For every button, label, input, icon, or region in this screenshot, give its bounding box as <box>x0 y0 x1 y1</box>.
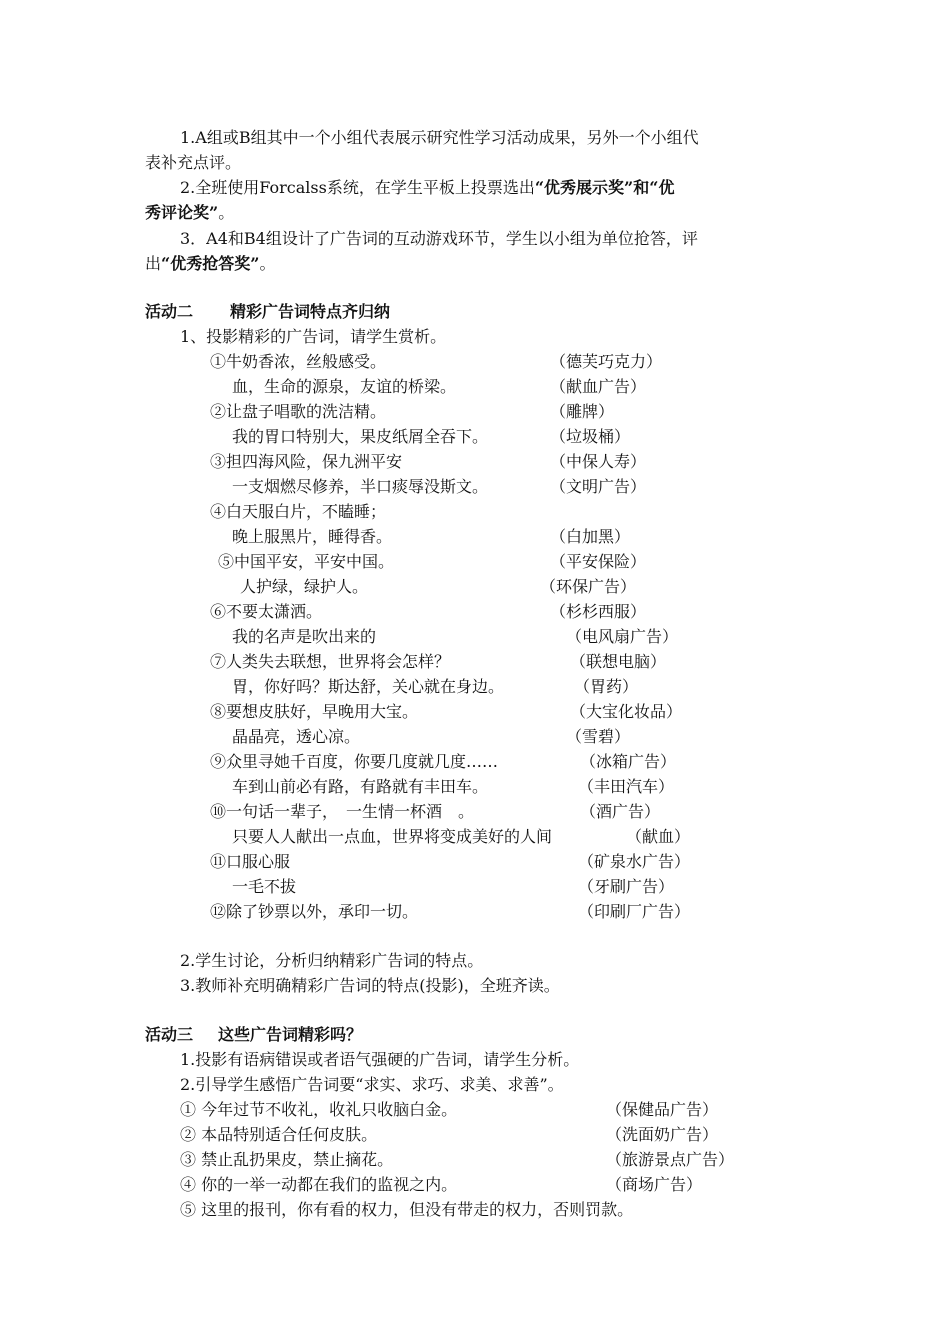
slogan-text: ⑪口服心服 <box>210 852 291 871</box>
intro-p1-line1: 1.A组或B组其中一个小组代表展示研究性学习活动成果，另外一个小组代 <box>180 128 699 147</box>
slogan-source: （冰箱广告） <box>580 752 677 771</box>
activity3-heading-title: 这些广告词精彩吗？ <box>218 1025 363 1044</box>
intro-p2-text: 2.全班使用Forcalss系统，在学生平板上投票选出 <box>180 178 535 197</box>
slogan-text: 车到山前必有路，有路就有丰田车。 <box>232 777 489 796</box>
slogan-text: ⑫除了钞票以外，承印一切。 <box>210 902 419 921</box>
slogan-source: （文明广告） <box>550 477 647 496</box>
slogan-text: ④白天服白片，不瞌睡； <box>210 502 387 521</box>
slogan-source: （杉杉西服） <box>550 602 647 621</box>
slogan-source: （联想电脑） <box>570 652 667 671</box>
activity3-item-source: （洗面奶广告） <box>606 1125 719 1144</box>
activity2-heading-title: 精彩广告词特点齐归纳 <box>230 302 391 321</box>
slogan-text: 我的名声是吹出来的 <box>232 627 377 646</box>
intro-p2-line2 <box>145 201 234 225</box>
activity3-step2: 2.引导学生感悟广告词要“求实、求巧、求美、求善”。 <box>180 1075 564 1094</box>
intro-p2-award: “优秀展示奖”和“优 <box>534 178 675 197</box>
slogan-source: （白加黑） <box>550 527 631 546</box>
slogan-source: （中保人寿） <box>550 452 647 471</box>
intro-p3-award: “优秀抢答奖” <box>161 254 260 273</box>
slogan-text: ③担四海风险，保九洲平安 <box>210 452 403 471</box>
slogan-text: ⑨众里寻她千百度，你要几度就几度…… <box>210 752 499 771</box>
slogan-text: ⑦人类失去联想，世界将会怎样？ <box>210 652 451 671</box>
slogan-source: （献血广告） <box>550 377 647 396</box>
slogan-source: （平安保险） <box>550 552 647 571</box>
slogan-text: ①牛奶香浓，丝般感受。 <box>210 352 387 371</box>
slogan-text: 晚上服黑片，睡得香。 <box>232 527 393 546</box>
activity3-item-source: （旅游景点广告） <box>606 1150 735 1169</box>
activity2-step3: 3.教师补充明确精彩广告词的特点(投影)，全班齐读。 <box>180 976 560 995</box>
slogan-text: ⑩一句话一辈子， 一生情一杯酒 。 <box>210 802 475 821</box>
slogan-source: （矿泉水广告） <box>578 852 691 871</box>
activity2-step2: 2.学生讨论，分析归纳精彩广告词的特点。 <box>180 951 484 970</box>
slogan-source: （德芙巧克力） <box>550 352 663 371</box>
intro-p2-end: 。 <box>218 203 235 222</box>
slogan-text: 晶晶亮，透心凉。 <box>232 727 361 746</box>
slogan-source: （酒广告） <box>580 802 661 821</box>
activity3-item-source: （商场广告） <box>606 1175 703 1194</box>
slogan-source: （垃圾桶） <box>550 427 631 446</box>
slogan-source: （献血） <box>626 827 691 846</box>
activity2-heading-label: 活动二 <box>145 302 194 321</box>
intro-p1-line2: 表补充点评。 <box>145 153 242 172</box>
slogan-text: 我的胃口特别大，果皮纸屑全吞下。 <box>232 427 489 446</box>
activity3-item-text: ② 本品特别适合任何皮肤。 <box>180 1125 378 1144</box>
slogan-source: （胃药） <box>574 677 639 696</box>
slogan-text: 一支烟燃尽修养，半口痰辱没斯文。 <box>232 477 489 496</box>
activity3-item-text: ③ 禁止乱扔果皮，禁止摘花。 <box>180 1150 394 1169</box>
activity3-heading-label: 活动三 <box>145 1025 194 1044</box>
slogan-source: （大宝化妆品） <box>570 702 683 721</box>
activity2-step1: 1、投影精彩的广告词，请学生赏析。 <box>180 327 447 346</box>
slogan-text: ⑧要想皮肤好，早晚用大宝。 <box>210 702 419 721</box>
intro-p2-award-cont: 秀评论奖” <box>145 203 219 222</box>
slogan-source: （环保广告） <box>540 577 637 596</box>
activity3-step1: 1.投影有语病错误或者语气强硬的广告词，请学生分析。 <box>180 1050 580 1069</box>
slogan-text: 只要人人献出一点血，世界将变成美好的人间 <box>232 827 553 846</box>
slogan-source: （牙刷广告） <box>578 877 675 896</box>
slogan-source: （电风扇广告） <box>566 627 679 646</box>
intro-p3-end: 。 <box>259 254 276 273</box>
slogan-source: （雪碧） <box>566 727 631 746</box>
slogan-text: ⑥不要太潇洒。 <box>210 602 323 621</box>
slogan-text: 人护绿，绿护人。 <box>240 577 369 596</box>
intro-p3-line1: 3．A4和B4组设计了广告词的互动游戏环节，学生以小组为单位抢答，评 <box>180 229 698 248</box>
activity3-item-text: ① 今年过节不收礼，收礼只收脑白金。 <box>180 1100 458 1119</box>
slogan-text: 胃，你好吗？斯达舒，关心就在身边。 <box>232 677 505 696</box>
slogan-source: （丰田汽车） <box>578 777 675 796</box>
intro-p3-line2 <box>145 252 275 276</box>
intro-p2-line1 <box>180 176 674 200</box>
slogan-text: ⑤中国平安，平安中国。 <box>218 552 395 571</box>
activity3-item-text: ⑤ 这里的报刊，你有看的权力，但没有带走的权力，否则罚款。 <box>180 1200 634 1219</box>
activity3-item-text: ④ 你的一举一动都在我们的监视之内。 <box>180 1175 458 1194</box>
slogan-text: 血，生命的源泉，友谊的桥梁。 <box>232 377 457 396</box>
activity3-item-source: （保健品广告） <box>606 1100 719 1119</box>
slogan-text: 一毛不拔 <box>232 877 297 896</box>
slogan-source: （雕牌） <box>550 402 615 421</box>
slogan-source: （印刷厂广告） <box>578 902 691 921</box>
intro-p3-start: 出 <box>145 254 162 273</box>
slogan-text: ②让盘子唱歌的洗洁精。 <box>210 402 387 421</box>
